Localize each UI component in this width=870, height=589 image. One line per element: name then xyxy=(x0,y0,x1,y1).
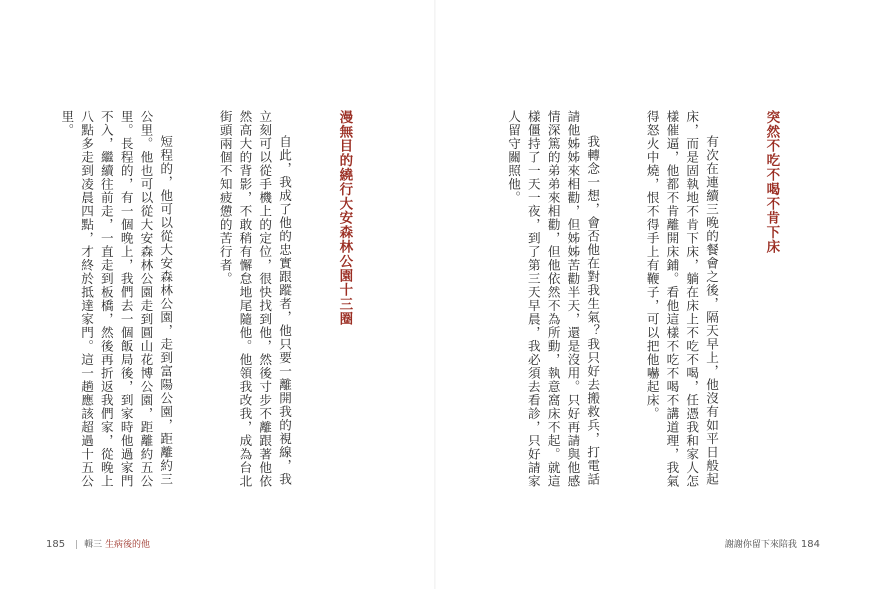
page-number: 185 xyxy=(46,539,66,550)
left-footer xyxy=(42,537,150,550)
paragraph: 我轉念一想，會否他在對我生氣？我只好去搬救兵，打電話請他姊姊來相勸，但姊姊苦勸半天，還是沒用。只好再請與他感情深篤的弟弟來相勸，但他依然不為所動，執意窩床不起。就這樣僵持了一天一夜，到了第三天早晨，我必須去看診，只好請家人留守關照他。 xyxy=(506,110,601,488)
paragraph: 短程的，他可以從大安森林公園，走到富陽公園，距離約三公里。他也可以從大安森林公園走到圓山花博公園，距離約五公里。長程的，有一個晚上，我們去一個飯局後，到家時他過家門不入，繼續往前走，一直走到板橋，然後再折返我們家，從晚上八點多走到凌晨四點，才終於抵達家門。這一趟應該超過十五公里。 xyxy=(59,110,174,488)
chapter-label: 輯三 xyxy=(84,540,103,550)
chapter-title: 生病後的他 xyxy=(105,540,151,550)
section-heading: 漫無目的繞行大安森林公園十三圈 xyxy=(336,110,353,326)
paragraph: 自此，我成了他的忠實跟蹤者，他只要一離開我的視線，我立刻可以從手機上的定位，很快找到他，然後寸步不離跟著他依然高大的背影，不敢稍有懈怠地尾隨他。他領我改我，成為台北街頭兩個不知疲憊的苦行者。 xyxy=(217,110,293,488)
book-title: 謝謝你留下來陪我 xyxy=(724,540,797,550)
right-page-body xyxy=(498,110,820,495)
right-footer xyxy=(725,537,824,550)
left-page-body xyxy=(43,110,393,495)
page-number: 184 xyxy=(800,539,820,550)
paragraph: 有次在連續三晚的餐會之後，隔天早上，他沒有如平日般起床，而是固執地不肯下床，躺在床上不吃不喝，任憑我和家人怎樣催逼，他都不肯離開床鋪。看他這樣不吃不喝不講道理，我氣得怒火中燒，恨不得手上有鞭子，可以把他嚇起床。 xyxy=(644,110,720,488)
section-heading: 突然不吃不喝不肯下床 xyxy=(763,110,780,254)
footer-separator: | xyxy=(75,540,79,550)
